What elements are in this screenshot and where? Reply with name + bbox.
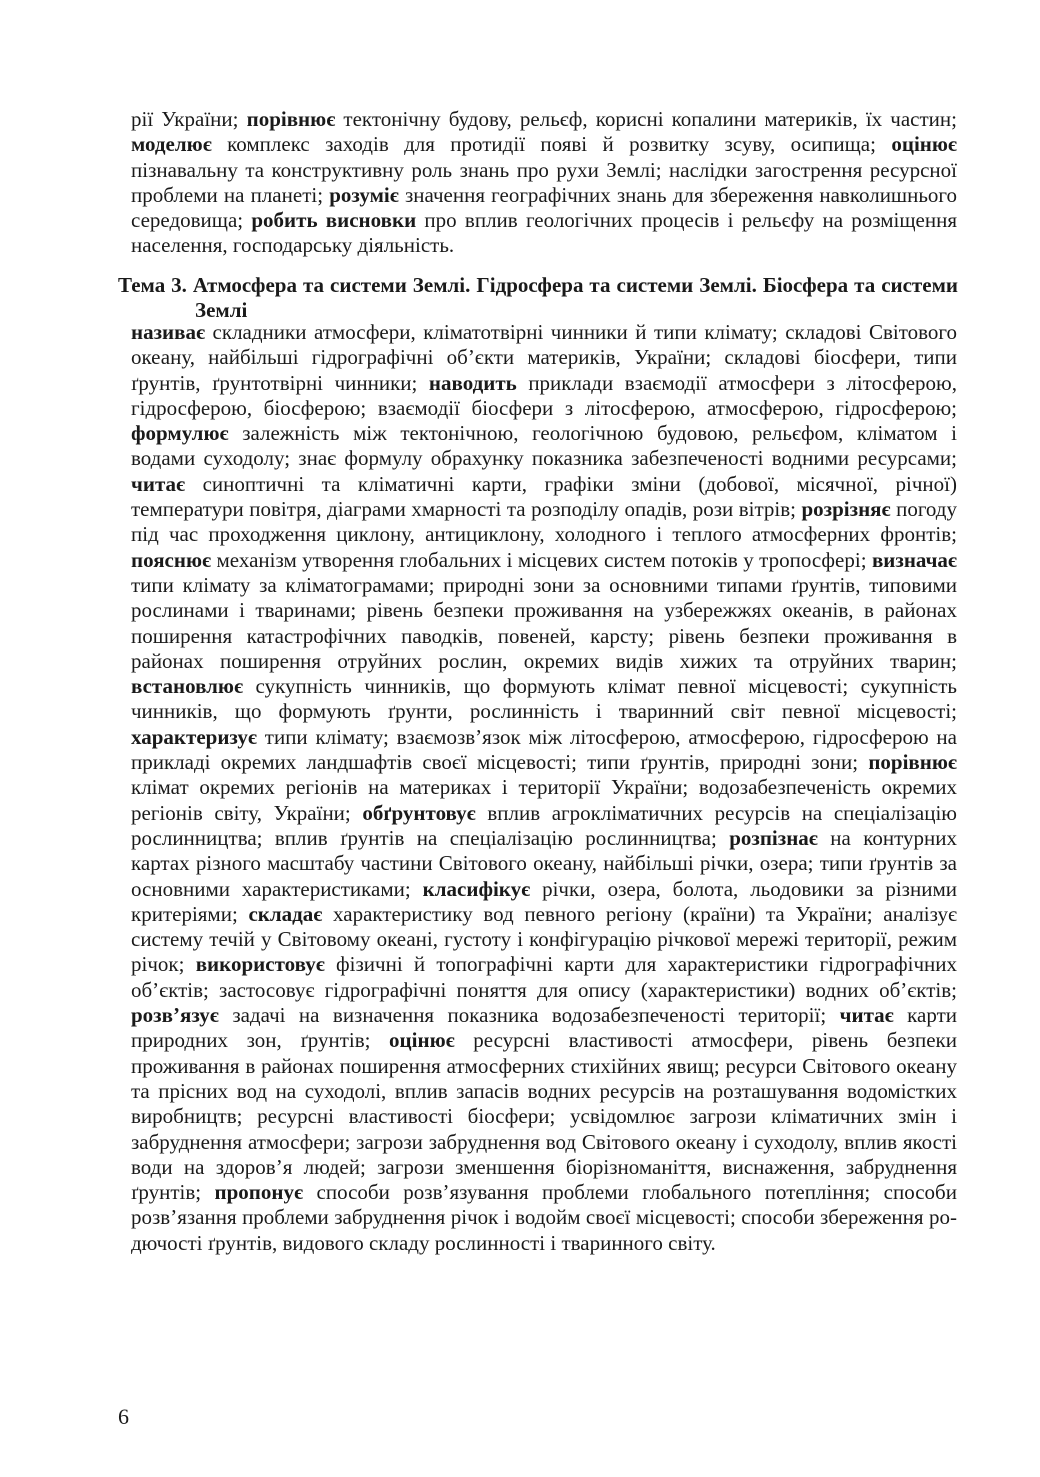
- text-run: сукупність чинників, що формують клімат певної місцевості; сукупність чинників, що формують ґрунти, рослинність і тваринний світ певної місцевості;: [131, 674, 957, 724]
- key-verb: пропонує: [214, 1180, 304, 1205]
- key-verb: розв’язує: [131, 1003, 219, 1028]
- text-run: ресурсні властивості атмосфери, рівень безпеки проживання в районах поширення атмосферних стихійних явищ; ресурси Світового океану та прісних вод на суходолі, вплив запасів водних ресурсів на розташування водомістких виробництв; ресурсні властивості біосфери; усвідомлює загрози кліматичних змін і забруднення атмосфери; загрози забруднення вод Світового океану і суходолу, вплив якості води на здоров’я людей; загрози зменшення біорізноманіття, виснаження, забруднення ґрунтів;: [131, 1028, 958, 1205]
- key-verb: обґрунтовує: [362, 800, 476, 825]
- paragraph-skills-continued: [131, 107, 957, 259]
- topic-number: Тема 3.: [118, 273, 187, 297]
- page-number: 6: [118, 1404, 129, 1429]
- key-verb: порівнює: [246, 107, 336, 131]
- text-run: типи клімату; взаємозв’язок між літосферою, атмосферою, гідросферою на прикладі окремих ландшафтів своєї місцевості; типи ґрунтів, природні зони;: [131, 724, 957, 775]
- text-run: значення географічних знань для збереження навколишнього середовища;: [131, 182, 958, 233]
- text-run: способи розв’язування проблеми глобального потепління; способи розв’язання проблеми забруднення річок і водойм своєї місцевості; способи збереження родючості ґрунтів, видового складу рослинності і тваринного світу.: [131, 1180, 957, 1255]
- key-verb: робить висновки: [251, 208, 417, 233]
- text-run: механізм утворення глобальних і місцевих систем потоків у тропосфері;: [211, 547, 872, 572]
- text-run: типи клімату за кліматограмами; природні зони за основними типами ґрунтів, типовими рослинами і тваринами; рівень безпеки проживання на узбережжях океанів, в районах поширення катастрофічних паводків, повеней, карсту; рівень безпеки проживання в районах поширення отруйних рослин, окремих видів хижих та отруйних тварин;: [131, 572, 957, 673]
- text-run: на контурних картах різного масштабу частини Світового океану, найбільші річки, озера; типи ґрунтів за основними характеристиками;: [131, 825, 958, 901]
- text-run: приклади взаємодії атмосфери з літосферою, гідросферою, біосферою; взаємодії біосфери з літосферою, атмосферою, гідросферою;: [131, 370, 957, 420]
- text-run: річки, озера, болота, льодовики за різними критеріями;: [131, 876, 957, 926]
- text-run: комплекс заходів для протидії появі й розвитку зсуву, осипища;: [211, 132, 892, 157]
- text-run: карти природних зон, ґрунтів;: [131, 1003, 957, 1053]
- topic-heading: [118, 273, 958, 323]
- text-run: складники атмосфери, кліматотвірні чинники й типи клімату; складові Світового океану, найбільші гідрографічні об’єкти материків, України; складові біосфери, типи ґрунтів, ґрунтотвірні чинники;: [131, 320, 957, 395]
- text-run: погоду під час проходження циклону, антициклону, холодного і теплого атмосферних фронтів;: [131, 497, 957, 547]
- key-verb: оцінює: [389, 1028, 455, 1053]
- topic-title: Атмосфера та системи Землі. Гідросфера та системи Землі. Біосфера та системи Землі: [186, 273, 958, 322]
- key-verb: розпізнає: [729, 825, 818, 850]
- key-verb: формулює: [131, 421, 229, 446]
- text-run: задачі на визначення показника водозабезпеченості території;: [218, 1003, 840, 1028]
- key-verb: моделює: [131, 132, 212, 157]
- text-run: про вплив геологічних процесів і рельєфу на розміщення населення, господарську діяльність.: [131, 208, 958, 258]
- key-verb: оцінює: [891, 132, 957, 157]
- key-verb: розуміє: [329, 182, 399, 207]
- text-run: клімат окремих регіонів на материках і території України; водозабезпеченість окремих регіонів світу, України;: [131, 775, 957, 825]
- text-run: залежність між тектонічною, геологічною будовою, рельєфом, кліматом і водами суходолу; знає формулу обрахунку показника забезпеченості водними ресурсами;: [131, 421, 957, 471]
- text-run: фізичні й топографічні карти для характеристики гідрографічних об’єктів; застосовує гідрографічні поняття для опису (характеристики) водних об’єктів;: [131, 952, 957, 1002]
- key-verb: визначає: [871, 547, 957, 572]
- text-run: тектонічну будову, рельєф, корисні копалини материків, їх частин;: [335, 107, 957, 131]
- key-verb: встановлює: [131, 674, 244, 699]
- text-run: пізнавальну та конструктивну роль знань про рухи Землі; наслідки загострення ресурсної проблеми на планеті;: [131, 157, 957, 207]
- text-run: вплив агрокліматичних ресурсів на спеціалізацію рослинництва; вплив ґрунтів на спеціалізацію рослинництва;: [131, 800, 957, 850]
- key-verb: наводить: [428, 370, 517, 395]
- key-verb: складає: [248, 901, 323, 926]
- key-verb: використовує: [195, 952, 325, 977]
- text-run: синоптичні та кліматичні карти, графіки зміни (добової, місячної, річної) температури повітря, діаграми хмарності та розподілу опадів, рози вітрів;: [131, 471, 957, 522]
- text-run: характеристику вод певного регіону (країни) та України; аналізує систему течій у Світовому океані, густоту і конфігурацію річкової мережі території, режим річок;: [131, 901, 958, 977]
- key-verb: порівнює: [868, 750, 957, 775]
- key-verb: читає: [131, 471, 186, 496]
- paragraph-topic-3-outcomes: [131, 320, 957, 1256]
- key-verb: характеризує: [131, 724, 257, 749]
- key-verb: розрізняє: [801, 497, 891, 522]
- key-verb: пояснює: [131, 547, 212, 572]
- key-verb: класифікує: [422, 876, 531, 901]
- text-run: рії України;: [131, 107, 247, 131]
- key-verb: називає: [131, 320, 206, 344]
- key-verb: читає: [839, 1003, 894, 1028]
